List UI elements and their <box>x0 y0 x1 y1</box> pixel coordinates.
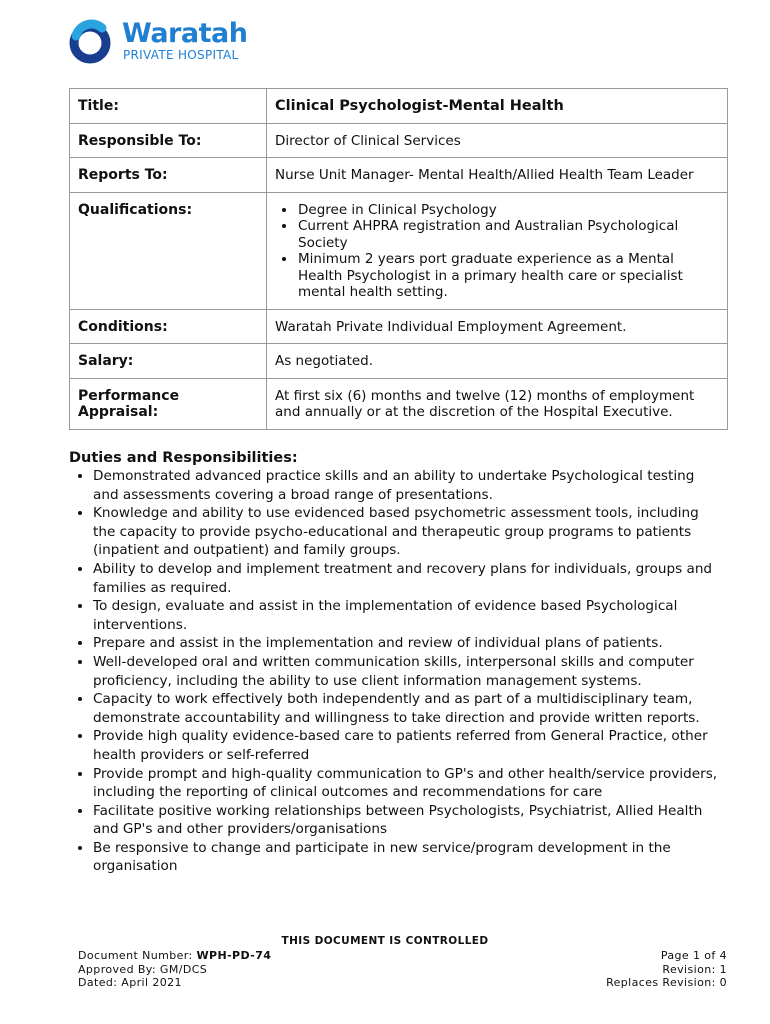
title-label: Title: <box>70 89 267 124</box>
responsible-value: Director of Clinical Services <box>267 123 728 158</box>
qualifications-label: Qualifications: <box>70 192 267 309</box>
doc-number-label: Document Number: <box>78 949 197 962</box>
logo-subtitle: PRIVATE HOSPITAL <box>123 48 239 62</box>
table-row <box>70 123 728 158</box>
table-row <box>70 192 728 309</box>
approved-by: Approved By: GM/DCS <box>78 962 208 976</box>
logo-name: Waratah <box>122 18 248 49</box>
table-row <box>70 309 728 344</box>
appraisal-label: Performance Appraisal: <box>70 378 267 429</box>
document-number <box>78 949 271 963</box>
list-item: • Minimum 2 years port graduate experience as a Mental Health Psychologist in a primary health care or specialist mental health setting. <box>297 251 719 301</box>
dated: Dated: April 2021 <box>78 976 182 989</box>
list-item: • Facilitate positive working relationships between Psychologists, Psychiatrist, Allied Health and GP's and other providers/organisations <box>93 802 719 839</box>
list-item: • Provide prompt and high-quality communication to GP's and other health/service providers, including the reporting of clinical outcomes and recommendations for care <box>93 765 719 802</box>
reports-label: Reports To: <box>70 158 267 193</box>
waratah-ring-icon <box>68 18 116 66</box>
qualifications-list <box>275 202 719 301</box>
doc-number-value: WPH-PD-74 <box>196 949 272 962</box>
duties-section <box>69 450 719 876</box>
list-item: • Be responsive to change and participate in new service/program development in the organisation <box>93 839 719 876</box>
position-info-table <box>69 88 728 430</box>
controlled-notice: THIS DOCUMENT IS CONTROLLED <box>281 935 489 947</box>
appraisal-value: At first six (6) months and twelve (12) months of employment and annually or at the discretion of the Hospital Executive. <box>267 378 728 429</box>
hospital-logo <box>68 18 258 66</box>
list-item: • Current AHPRA registration and Australian Psychological Society <box>297 218 719 251</box>
list-item: • Demonstrated advanced practice skills and an ability to undertake Psychological testing and assessments covering a broad range of presentations. <box>93 467 719 504</box>
replaces-revision: Replaces Revision: 0 <box>606 976 727 989</box>
list-item: • Degree in Clinical Psychology <box>297 202 719 219</box>
list-item: • Capacity to work effectively both independently and as part of a multidisciplinary team, demonstrate accountability and willingness to take direction and provide written reports. <box>93 690 719 727</box>
salary-value: As negotiated. <box>267 344 728 379</box>
table-row <box>70 158 728 193</box>
salary-label: Salary: <box>70 344 267 379</box>
list-item: • Well-developed oral and written communication skills, interpersonal skills and computer proficiency, including the ability to use client information management systems. <box>93 653 719 690</box>
table-row <box>70 344 728 379</box>
duties-heading: Duties and Responsibilities: <box>69 450 298 466</box>
title-value: Clinical Psychologist-Mental Health <box>267 89 728 124</box>
page-number: Page 1 of 4 <box>660 949 727 962</box>
conditions-label: Conditions: <box>70 309 267 344</box>
reports-value: Nurse Unit Manager- Mental Health/Allied Health Team Leader <box>267 158 728 193</box>
revision: Revision: 1 <box>662 962 727 976</box>
responsible-label: Responsible To: <box>70 123 267 158</box>
list-item: • Prepare and assist in the implementation and review of individual plans of patients. <box>93 634 719 653</box>
qualifications-value <box>267 192 728 309</box>
list-item: • To design, evaluate and assist in the implementation of evidence based Psychological interventions. <box>93 597 719 634</box>
list-item: • Ability to develop and implement treatment and recovery plans for individuals, groups and families as required. <box>93 560 719 597</box>
conditions-value: Waratah Private Individual Employment Agreement. <box>267 309 728 344</box>
table-row <box>70 378 728 429</box>
list-item: • Knowledge and ability to use evidenced based psychometric assessment tools, including the capacity to provide psycho-educational and therapeutic group programs to patients (inpatient and outpatient) and family groups. <box>93 504 719 560</box>
footer-right <box>606 949 727 990</box>
footer-left <box>78 949 271 990</box>
duties-list <box>69 467 719 876</box>
list-item: • Provide high quality evidence-based care to patients referred from General Practice, other health providers or self-referred <box>93 727 719 764</box>
table-row <box>70 89 728 124</box>
